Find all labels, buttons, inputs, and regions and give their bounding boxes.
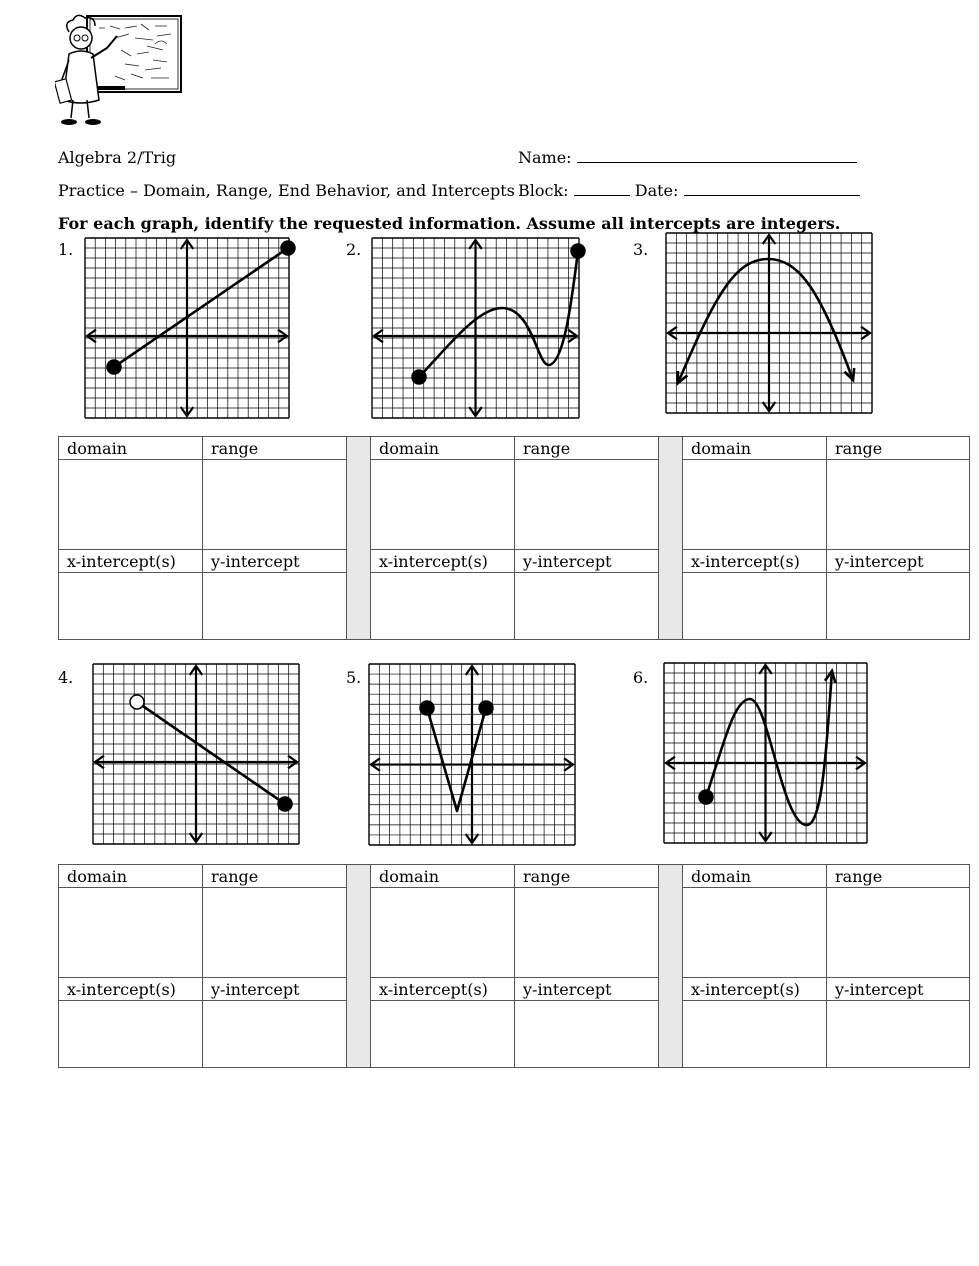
y-intercept-answer-1[interactable]	[203, 573, 347, 640]
course-title: Algebra 2/Trig	[58, 148, 177, 167]
x-intercepts-label: x-intercept(s)	[59, 550, 203, 573]
domain-answer-3[interactable]	[683, 460, 827, 550]
y-intercept-answer-3[interactable]	[827, 573, 970, 640]
graph-2	[372, 238, 579, 418]
domain-label: domain	[683, 865, 827, 888]
domain-answer-4[interactable]	[59, 888, 203, 978]
column-separator	[659, 865, 683, 1068]
open-endpoint	[130, 695, 144, 709]
problem-number: 6.	[633, 668, 649, 687]
x-intercepts-answer-3[interactable]	[683, 573, 827, 640]
range-answer-1[interactable]	[203, 460, 347, 550]
x-intercepts-label: x-intercept(s)	[371, 978, 515, 1001]
problem-number: 4.	[58, 668, 74, 687]
range-label: range	[203, 865, 347, 888]
x-intercepts-label: x-intercept(s)	[683, 978, 827, 1001]
y-intercept-answer-2[interactable]	[515, 573, 659, 640]
closed-endpoint	[412, 370, 426, 384]
line-segment	[137, 702, 285, 804]
graph-6	[664, 663, 867, 843]
x-intercepts-answer-4[interactable]	[59, 1001, 203, 1068]
y-intercept-label: y-intercept	[827, 978, 970, 1001]
graph-1	[85, 238, 289, 418]
x-intercepts-answer-2[interactable]	[371, 573, 515, 640]
y-intercept-label: y-intercept	[515, 978, 659, 1001]
line-segment	[114, 248, 288, 367]
block-label: Block:	[518, 181, 569, 200]
range-answer-4[interactable]	[203, 888, 347, 978]
problem-number: 5.	[346, 668, 362, 687]
domain-answer-5[interactable]	[371, 888, 515, 978]
closed-endpoint	[420, 701, 434, 715]
block-date-fields[interactable]	[518, 181, 860, 200]
range-label: range	[203, 437, 347, 460]
domain-label: domain	[683, 437, 827, 460]
answer-table-top	[58, 436, 970, 640]
parabola	[678, 259, 853, 383]
domain-answer-2[interactable]	[371, 460, 515, 550]
absolute-value-curve	[427, 708, 486, 811]
y-intercept-answer-6[interactable]	[827, 1001, 970, 1068]
closed-endpoint	[699, 790, 713, 804]
range-label: range	[515, 437, 659, 460]
closed-endpoint	[278, 797, 292, 811]
domain-label: domain	[59, 437, 203, 460]
graph-5	[369, 664, 575, 845]
domain-answer-6[interactable]	[683, 888, 827, 978]
y-intercept-answer-4[interactable]	[203, 1001, 347, 1068]
range-label: range	[827, 437, 970, 460]
teacher-clipart	[55, 14, 185, 129]
closed-endpoint	[571, 244, 585, 258]
column-separator	[659, 437, 683, 640]
name-label: Name:	[518, 148, 572, 167]
closed-endpoint	[281, 241, 295, 255]
range-label: range	[827, 865, 970, 888]
y-intercept-label: y-intercept	[203, 550, 347, 573]
x-intercepts-label: x-intercept(s)	[371, 550, 515, 573]
problem-number: 3.	[633, 240, 649, 259]
x-intercepts-answer-6[interactable]	[683, 1001, 827, 1068]
x-intercepts-label: x-intercept(s)	[59, 978, 203, 1001]
y-intercept-label: y-intercept	[203, 978, 347, 1001]
problem-number: 2.	[346, 240, 362, 259]
y-intercept-answer-5[interactable]	[515, 1001, 659, 1068]
range-label: range	[515, 865, 659, 888]
range-answer-3[interactable]	[827, 460, 970, 550]
x-intercepts-answer-1[interactable]	[59, 573, 203, 640]
x-intercepts-answer-5[interactable]	[371, 1001, 515, 1068]
graph-3	[666, 233, 872, 413]
closed-endpoint	[479, 701, 493, 715]
x-intercepts-label: x-intercept(s)	[683, 550, 827, 573]
problem-number: 1.	[58, 240, 74, 259]
domain-label: domain	[371, 437, 515, 460]
column-separator	[347, 865, 371, 1068]
date-label: Date:	[634, 181, 679, 200]
answer-table-bottom	[58, 864, 970, 1068]
domain-label: domain	[371, 865, 515, 888]
instructions: For each graph, identify the requested information. Assume all intercepts are integers.	[58, 214, 841, 233]
column-separator	[347, 437, 371, 640]
graph-4	[93, 664, 299, 844]
range-answer-6[interactable]	[827, 888, 970, 978]
worksheet-title: Practice – Domain, Range, End Behavior, and Intercepts	[58, 181, 515, 200]
y-intercept-label: y-intercept	[515, 550, 659, 573]
domain-answer-1[interactable]	[59, 460, 203, 550]
range-answer-5[interactable]	[515, 888, 659, 978]
domain-label: domain	[59, 865, 203, 888]
name-field[interactable]	[518, 148, 857, 167]
range-answer-2[interactable]	[515, 460, 659, 550]
y-intercept-label: y-intercept	[827, 550, 970, 573]
closed-endpoint	[107, 360, 121, 374]
